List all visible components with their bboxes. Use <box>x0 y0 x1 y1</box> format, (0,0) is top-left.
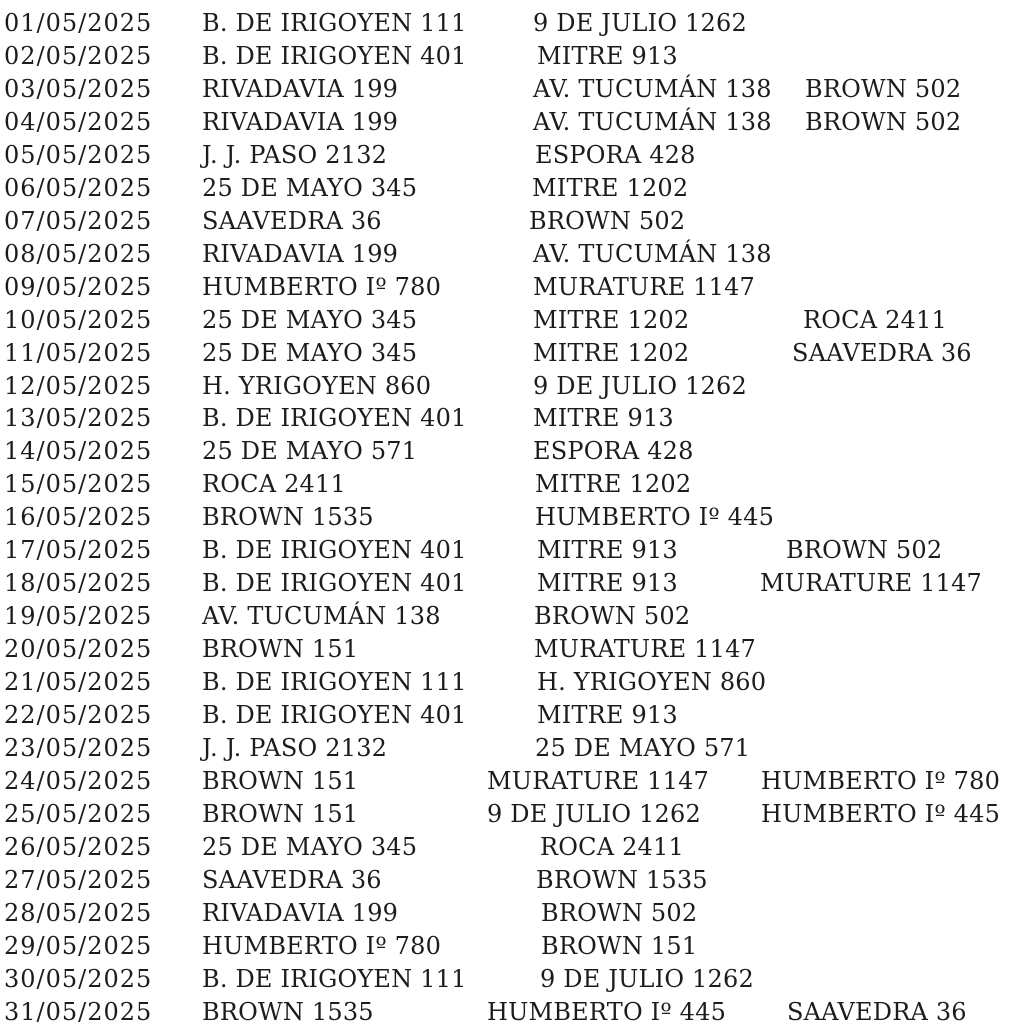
schedule-row <box>0 468 1024 501</box>
schedule-row <box>0 139 1024 172</box>
address-cell-2: HUMBERTO Iº 445 <box>487 997 727 1024</box>
schedule-row <box>0 600 1024 633</box>
date-cell: 12/05/2025 <box>4 371 153 400</box>
date-cell: 03/05/2025 <box>4 74 153 103</box>
address-cell-3: BROWN 502 <box>786 536 943 565</box>
address-cell-1: J. J. PASO 2132 <box>202 140 388 169</box>
address-cell-2: MITRE 913 <box>533 404 674 433</box>
schedule-row <box>0 370 1024 403</box>
address-cell-2: MITRE 913 <box>537 536 678 565</box>
date-cell: 23/05/2025 <box>4 733 153 762</box>
address-cell-1: RIVADAVIA 199 <box>202 107 399 136</box>
date-cell: 01/05/2025 <box>4 9 153 37</box>
address-cell-2: H. YRIGOYEN 860 <box>537 668 767 696</box>
address-cell-3: BROWN 502 <box>805 107 962 136</box>
date-cell: 08/05/2025 <box>4 239 153 268</box>
date-cell: 13/05/2025 <box>4 404 153 433</box>
address-cell-1: B. DE IRIGOYEN 111 <box>202 964 467 993</box>
date-cell: 21/05/2025 <box>4 668 153 696</box>
address-cell-2: BROWN 151 <box>541 931 698 960</box>
schedule-row <box>0 337 1024 370</box>
date-cell: 28/05/2025 <box>4 898 153 927</box>
date-cell: 27/05/2025 <box>4 865 153 894</box>
date-cell: 15/05/2025 <box>4 470 153 499</box>
date-cell: 26/05/2025 <box>4 832 153 861</box>
schedule-row <box>0 831 1024 864</box>
address-cell-1: H. YRIGOYEN 860 <box>202 371 432 400</box>
address-cell-1: B. DE IRIGOYEN 401 <box>202 404 467 433</box>
address-cell-2: AV. TUCUMÁN 138 <box>533 107 772 136</box>
schedule-row <box>0 633 1024 666</box>
address-cell-3: HUMBERTO Iº 780 <box>761 766 1001 795</box>
address-cell-1: B. DE IRIGOYEN 401 <box>202 701 467 729</box>
date-cell: 29/05/2025 <box>4 931 153 960</box>
date-cell: 25/05/2025 <box>4 799 153 828</box>
address-cell-1: 25 DE MAYO 345 <box>202 173 418 202</box>
address-cell-2: 25 DE MAYO 571 <box>535 733 751 762</box>
address-cell-1: BROWN 1535 <box>202 503 374 532</box>
date-cell: 16/05/2025 <box>4 503 153 532</box>
schedule-row <box>0 930 1024 963</box>
date-cell: 18/05/2025 <box>4 569 153 598</box>
address-cell-1: J. J. PASO 2132 <box>202 733 388 762</box>
schedule-row <box>0 402 1024 435</box>
schedule-row <box>0 666 1024 699</box>
address-cell-1: SAAVEDRA 36 <box>202 865 382 894</box>
schedule-row <box>0 238 1024 271</box>
schedule-row <box>0 73 1024 106</box>
schedule-row <box>0 106 1024 139</box>
schedule-row <box>0 534 1024 567</box>
date-cell: 10/05/2025 <box>4 305 153 334</box>
date-cell: 09/05/2025 <box>4 272 153 301</box>
address-cell-2: AV. TUCUMÁN 138 <box>533 74 772 103</box>
date-cell: 22/05/2025 <box>4 701 153 729</box>
address-cell-3: HUMBERTO Iº 445 <box>761 799 1001 828</box>
address-cell-1: SAAVEDRA 36 <box>202 206 382 235</box>
address-cell-3: ROCA 2411 <box>803 305 947 334</box>
address-cell-1: B. DE IRIGOYEN 401 <box>202 42 467 70</box>
address-cell-2: BROWN 502 <box>529 206 686 235</box>
address-cell-1: AV. TUCUMÁN 138 <box>202 602 441 631</box>
schedule-row <box>0 304 1024 337</box>
date-cell: 04/05/2025 <box>4 107 153 136</box>
address-cell-1: 25 DE MAYO 571 <box>202 437 418 466</box>
address-cell-2: 9 DE JULIO 1262 <box>533 371 747 400</box>
address-cell-3: SAAVEDRA 36 <box>787 997 967 1024</box>
address-cell-2: MITRE 1202 <box>533 338 690 367</box>
address-cell-2: MITRE 1202 <box>535 470 692 499</box>
schedule-row <box>0 205 1024 238</box>
schedule-row <box>0 271 1024 304</box>
address-cell-2: MURATURE 1147 <box>533 272 756 301</box>
address-cell-1: 25 DE MAYO 345 <box>202 832 418 861</box>
address-cell-1: B. DE IRIGOYEN 401 <box>202 569 467 598</box>
date-cell: 31/05/2025 <box>4 997 153 1024</box>
date-cell: 14/05/2025 <box>4 437 153 466</box>
date-cell: 05/05/2025 <box>4 140 153 169</box>
schedule-row <box>0 897 1024 930</box>
address-cell-1: 25 DE MAYO 345 <box>202 305 418 334</box>
address-cell-1: RIVADAVIA 199 <box>202 74 399 103</box>
address-cell-2: HUMBERTO Iº 445 <box>535 503 775 532</box>
address-cell-3: BROWN 502 <box>805 74 962 103</box>
address-cell-2: 9 DE JULIO 1262 <box>540 964 754 993</box>
address-cell-1: RIVADAVIA 199 <box>202 898 399 927</box>
schedule-row <box>0 699 1024 732</box>
address-cell-3: MURATURE 1147 <box>760 569 983 598</box>
address-cell-2: BROWN 502 <box>541 898 698 927</box>
address-cell-1: BROWN 151 <box>202 799 359 828</box>
date-cell: 24/05/2025 <box>4 766 153 795</box>
schedule-row <box>0 765 1024 798</box>
address-cell-1: BROWN 1535 <box>202 997 374 1024</box>
address-cell-1: B. DE IRIGOYEN 111 <box>202 9 467 37</box>
schedule-row <box>0 40 1024 73</box>
address-cell-1: B. DE IRIGOYEN 111 <box>202 668 467 696</box>
address-cell-2: ESPORA 428 <box>535 140 696 169</box>
schedule-row <box>0 996 1024 1024</box>
address-cell-1: 25 DE MAYO 345 <box>202 338 418 367</box>
address-cell-2: MURATURE 1147 <box>487 766 710 795</box>
address-cell-2: MITRE 913 <box>537 701 678 729</box>
date-cell: 06/05/2025 <box>4 173 153 202</box>
address-cell-1: B. DE IRIGOYEN 401 <box>202 536 467 565</box>
schedule-row <box>0 732 1024 765</box>
address-cell-1: HUMBERTO Iº 780 <box>202 272 442 301</box>
schedule-row <box>0 864 1024 897</box>
address-cell-2: 9 DE JULIO 1262 <box>487 799 701 828</box>
address-cell-2: MITRE 1202 <box>532 173 689 202</box>
address-cell-2: BROWN 502 <box>534 602 691 631</box>
schedule-row <box>0 963 1024 996</box>
schedule-row <box>0 567 1024 600</box>
address-cell-2: ESPORA 428 <box>533 437 694 466</box>
date-cell: 07/05/2025 <box>4 206 153 235</box>
address-cell-2: MURATURE 1147 <box>534 635 757 664</box>
address-cell-2: BROWN 1535 <box>536 865 708 894</box>
schedule-row <box>0 172 1024 205</box>
address-cell-1: HUMBERTO Iº 780 <box>202 931 442 960</box>
date-cell: 11/05/2025 <box>4 338 153 367</box>
schedule-row <box>0 435 1024 468</box>
address-cell-1: BROWN 151 <box>202 766 359 795</box>
date-cell: 30/05/2025 <box>4 964 153 993</box>
schedule-row <box>0 7 1024 40</box>
address-cell-2: ROCA 2411 <box>540 832 684 861</box>
date-cell: 17/05/2025 <box>4 536 153 565</box>
address-cell-3: SAAVEDRA 36 <box>792 338 972 367</box>
address-cell-2: AV. TUCUMÁN 138 <box>533 239 772 268</box>
date-cell: 20/05/2025 <box>4 635 153 664</box>
address-cell-2: MITRE 913 <box>537 42 678 70</box>
date-cell: 19/05/2025 <box>4 602 153 631</box>
date-cell: 02/05/2025 <box>4 42 153 70</box>
address-cell-2: MITRE 1202 <box>533 305 690 334</box>
address-cell-1: BROWN 151 <box>202 635 359 664</box>
address-cell-2: 9 DE JULIO 1262 <box>533 9 747 37</box>
schedule-row <box>0 798 1024 831</box>
schedule-row <box>0 501 1024 534</box>
address-cell-1: ROCA 2411 <box>202 470 346 499</box>
address-cell-1: RIVADAVIA 199 <box>202 239 399 268</box>
address-cell-2: MITRE 913 <box>537 569 678 598</box>
